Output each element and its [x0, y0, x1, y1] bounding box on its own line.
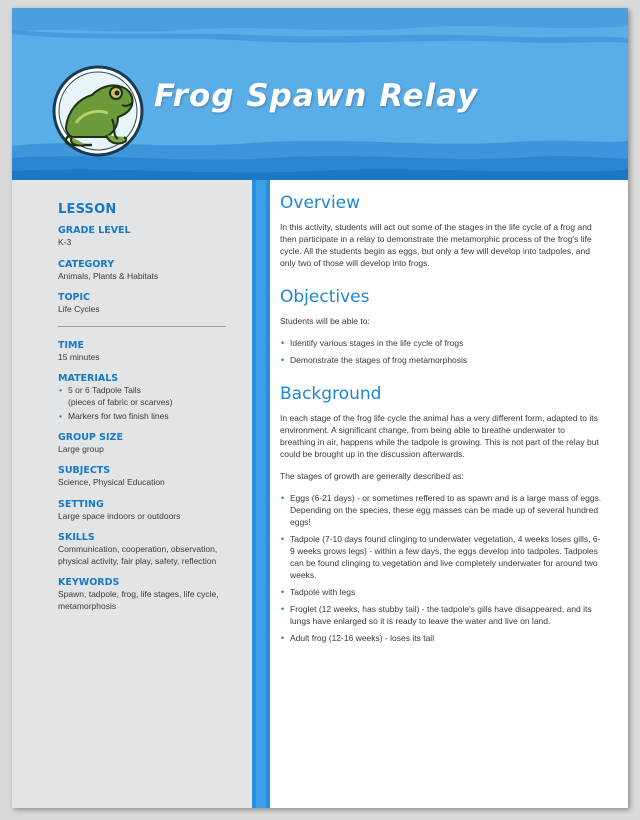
- background-title: Background: [280, 384, 382, 404]
- setting-label: SETTING: [58, 498, 104, 510]
- objectives-intro: Students will be able to:: [280, 316, 370, 326]
- lesson-content: [280, 193, 602, 654]
- materials-list: [58, 385, 226, 423]
- topic-value: Life Cycles: [58, 304, 100, 314]
- lesson-heading: LESSON: [58, 202, 117, 217]
- page-header: [12, 8, 628, 180]
- background-intro: The stages of growth are generally described as:: [280, 471, 464, 481]
- group-size-label: GROUP SIZE: [58, 431, 123, 443]
- objectives-title: Objectives: [280, 287, 370, 307]
- time-value: 15 minutes: [58, 351, 100, 362]
- list-item: • Eggs (6-21 days) - or sometimes reffered to as spawn and is a large mass of eggs. Depending on the species, these egg masses can be made up of several hundred eggs!: [280, 492, 602, 528]
- time-label: TIME: [58, 339, 84, 351]
- subjects-value: Science, Physical Education: [58, 477, 165, 487]
- list-item: • Froglet (12 weeks, has stubby tail) - the tadpole's gills have disappeared, and its lungs have enlarged so it is ready to leave the water and live on land.: [280, 603, 602, 627]
- frog-icon: [52, 65, 144, 157]
- grade-level-label: GRADE LEVEL: [58, 225, 131, 236]
- objectives-list: [280, 337, 602, 366]
- list-item: • Tadpole with legs: [280, 586, 602, 598]
- list-item: • Identify various stages in the life cycle of frogs: [280, 337, 602, 349]
- materials-label: MATERIALS: [58, 373, 119, 384]
- topic-label: TOPIC: [58, 292, 91, 303]
- frog-logo: [52, 65, 144, 157]
- lesson-sidebar: [12, 180, 252, 808]
- category-label: CATEGORY: [58, 258, 115, 270]
- growth-stages-list: [280, 492, 602, 644]
- material-item-sub: (pieces of fabric or scarves): [68, 396, 173, 407]
- skills-value: Communication, cooperation, observation, physical activity, fair play, safety, reflection: [58, 544, 218, 566]
- list-item: [58, 411, 226, 423]
- list-item: • Adult frog (12-16 weeks) - loses its tail: [280, 632, 602, 644]
- background-text: In each stage of the frog life cycle the animal has a very different form, adapted to its environment. A significant change, from being able to breathe underwater to breathing in air, happens while the tadpole is growing. This is not part of the relay but could be brought up in the discussion afterwards.: [280, 413, 599, 459]
- list-item: • Tadpole (7-10 days found clinging to underwater vegetation, 4 weeks loses gills, 6-9 weeks grows legs) - within a few days, the eggs develop into tadpoles. Tadpoles can be found clinging to vegetation and live completely underwater for around two weeks.: [280, 533, 602, 581]
- material-item-text: Markers for two finish lines: [68, 411, 169, 421]
- vertical-divider-bar: [252, 180, 270, 808]
- overview-title: Overview: [280, 193, 361, 213]
- material-item-text: 5 or 6 Tadpole Tails: [68, 385, 141, 395]
- skills-label: SKILLS: [58, 532, 95, 543]
- subjects-label: SUBJECTS: [58, 465, 111, 476]
- setting-value: Large space indoors or outdoors: [58, 510, 181, 521]
- group-size-value: Large group: [58, 443, 104, 454]
- grade-level-value: K-3: [58, 237, 72, 247]
- list-item: • Demonstrate the stages of frog metamorphosis: [280, 354, 602, 366]
- list-item: [58, 385, 226, 408]
- sidebar-divider: [58, 326, 226, 327]
- category-value: Animals, Plants & Habitats: [58, 270, 159, 281]
- keywords-value: Spawn, tadpole, frog, life stages, life cycle, metamorphosis: [58, 589, 219, 611]
- lesson-page: [12, 8, 628, 808]
- keywords-label: KEYWORDS: [58, 577, 120, 588]
- overview-text: In this activity, students will act out some of the stages in the life cycle of a frog and then participate in a relay to demonstrate the metamorphic process of the frog's life cycle. All the students begin as eggs, but only a few will develop into tadpoles, and only two of those will develop into frogs.: [280, 222, 592, 268]
- page-title: Frog Spawn Relay: [154, 78, 479, 114]
